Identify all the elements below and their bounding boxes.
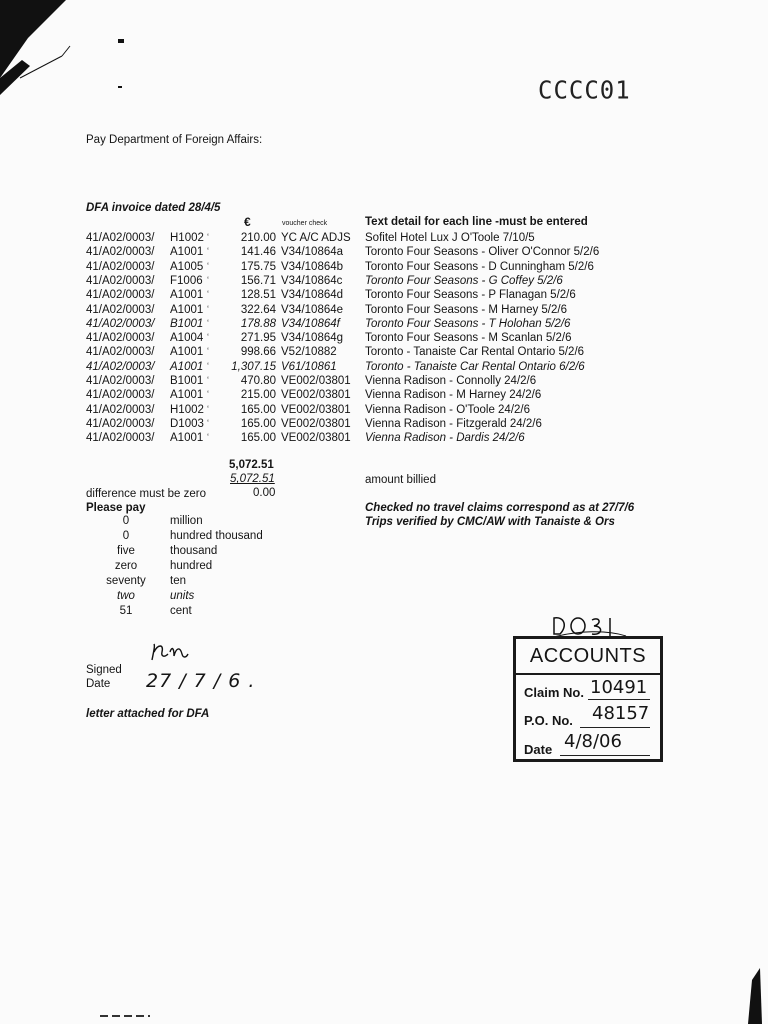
amount-word-unit: ten <box>170 575 186 587</box>
amount-word-digit: 51 <box>119 605 133 617</box>
amount-word-unit: cent <box>170 605 192 617</box>
accounts-stamp <box>513 636 663 762</box>
table-row <box>0 261 768 275</box>
line-text: Toronto Four Seasons - G Coffey 5/2/6 <box>365 274 563 287</box>
line-voucher: VE002/03801 <box>281 403 351 416</box>
line-code: A1001 <box>170 289 204 302</box>
check-mark-icon: ‘ <box>207 317 209 328</box>
line-code: A1004 <box>170 332 204 345</box>
check-mark-icon: ‘ <box>207 274 209 285</box>
line-amount: 141.46 <box>240 246 276 259</box>
please-pay-label: Please pay <box>86 502 146 514</box>
line-amount: 470.80 <box>240 375 276 387</box>
stamp-po-value: 48157 <box>592 703 650 724</box>
signed-label: Signed <box>86 664 122 676</box>
line-amount: 165.00 <box>240 403 276 416</box>
line-ref: 41/A02/0003/ <box>86 360 155 373</box>
check-mark-icon: ‘ <box>207 232 209 242</box>
line-text: Toronto Four Seasons - D Cunningham 5/2/6 <box>365 260 594 273</box>
line-voucher: V61/10861 <box>281 360 337 373</box>
stamp-date-underline <box>560 755 650 756</box>
line-ref: 41/A02/0003/ <box>86 274 155 287</box>
amount-word-digit: 0 <box>122 530 130 542</box>
line-amount: 271.95 <box>240 332 276 345</box>
check-mark-icon: ‘ <box>207 346 209 357</box>
table-row <box>0 361 768 375</box>
line-amount: 165.00 <box>240 417 276 430</box>
check-mark-icon: ‘ <box>207 260 209 271</box>
line-code: H1002 <box>170 232 204 244</box>
line-amount: 210.00 <box>240 232 276 244</box>
line-voucher: V34/10864b <box>281 260 344 273</box>
check-mark-icon: ‘ <box>207 246 209 257</box>
line-ref: 41/A02/0003/ <box>86 403 155 416</box>
table-row <box>0 232 768 246</box>
check-mark-icon: ‘ <box>207 332 209 343</box>
invoice-total: 5,072.51 <box>229 459 274 471</box>
line-amount: 1,307.15 <box>231 360 276 373</box>
stamp-title: ACCOUNTS <box>516 639 660 675</box>
letter-note: letter attached for DFA <box>86 708 210 720</box>
line-text: Toronto - Tanaiste Car Rental Ontario 5/2/6 <box>365 346 585 359</box>
line-ref: 41/A02/0003/ <box>86 389 155 402</box>
amount-billed-label: amount billied <box>365 474 436 486</box>
pay-line: Pay Department of Foreign Affairs: <box>86 134 263 146</box>
stamp-claim-value: 10491 <box>590 677 648 698</box>
line-voucher: V34/10864f <box>281 317 340 330</box>
line-amount: 215.00 <box>240 389 276 402</box>
amount-word-digit: seventy <box>106 575 146 587</box>
table-row <box>0 418 768 432</box>
line-amount: 998.66 <box>240 346 276 359</box>
document-number: CCCC01 <box>538 75 631 105</box>
stamp-date-label: Date <box>524 742 553 757</box>
invoice-heading: DFA invoice dated 28/4/5 <box>86 202 221 214</box>
currency-column-header: € <box>244 215 251 229</box>
line-text: Toronto - Tanaiste Car Rental Ontario 6/2/6 <box>365 360 585 373</box>
line-text: Toronto Four Seasons - T Holohan 5/2/6 <box>365 317 571 330</box>
stamp-po-underline <box>580 727 650 728</box>
voucher-column-header: voucher check <box>282 220 328 227</box>
line-voucher: V34/10864d <box>281 289 344 302</box>
line-text: Vienna Radison - Connolly 24/2/6 <box>365 375 537 387</box>
line-text: Vienna Radison - M Harney 24/2/6 <box>365 389 542 402</box>
signed-date: 27 / 7 / 6 . <box>146 670 256 692</box>
table-row <box>0 246 768 260</box>
line-ref: 41/A02/0003/ <box>86 417 155 430</box>
check-mark-icon: ‘ <box>207 289 209 300</box>
signature-initials <box>148 640 198 666</box>
amount-word-unit: thousand <box>170 545 218 557</box>
line-text: Toronto Four Seasons - Oliver O'Connor 5/2/6 <box>365 246 600 259</box>
line-amount: 165.00 <box>240 432 276 445</box>
line-voucher: V34/10864g <box>281 332 344 345</box>
check-mark-icon: ‘ <box>207 360 209 371</box>
line-text: Toronto Four Seasons - P Flanagan 5/2/6 <box>365 289 576 302</box>
table-row <box>0 275 768 289</box>
stamp-claim-underline <box>588 699 650 700</box>
line-code: A1001 <box>170 246 204 259</box>
check-mark-icon: ‘ <box>207 403 209 414</box>
line-code: B1001 <box>170 375 204 387</box>
check-mark-icon: ‘ <box>207 375 209 385</box>
line-voucher: VE002/03801 <box>281 432 351 445</box>
table-row <box>0 375 768 389</box>
line-text: Sofitel Hotel Lux J O'Toole 7/10/5 <box>365 232 535 244</box>
line-voucher: VE002/03801 <box>281 375 351 387</box>
difference-value: 0.00 <box>253 487 276 499</box>
line-voucher: V52/10882 <box>281 346 337 359</box>
line-amount: 175.75 <box>240 260 276 273</box>
line-ref: 41/A02/0003/ <box>86 246 155 259</box>
amount-word-digit: zero <box>114 560 138 572</box>
line-amount: 156.71 <box>240 274 276 287</box>
line-code: A1005 <box>170 260 204 273</box>
line-voucher: VE002/03801 <box>281 389 351 402</box>
amount-word-digit: five <box>117 545 135 557</box>
line-code: A1001 <box>170 389 204 402</box>
table-row <box>0 404 768 418</box>
line-code: A1001 <box>170 432 204 445</box>
amount-word-unit: hundred <box>170 560 213 572</box>
line-code: D1003 <box>170 417 204 430</box>
table-row <box>0 318 768 332</box>
line-text: Vienna Radison - Dardis 24/2/6 <box>365 432 525 445</box>
date-label: Date <box>86 678 111 690</box>
line-ref: 41/A02/0003/ <box>86 375 155 387</box>
line-code: F1006 <box>170 274 203 287</box>
line-code: B1001 <box>170 317 204 330</box>
line-ref: 41/A02/0003/ <box>86 346 155 359</box>
line-amount: 178.88 <box>240 317 276 330</box>
line-voucher: VE002/03801 <box>281 417 351 430</box>
line-text: Toronto Four Seasons - M Harney 5/2/6 <box>365 303 567 316</box>
table-row <box>0 346 768 360</box>
line-ref: 41/A02/0003/ <box>86 303 155 316</box>
amount-word-digit: two <box>117 590 135 602</box>
line-voucher: V34/10864c <box>281 274 343 287</box>
text-detail-column-header: Text detail for each line -must be entered <box>365 216 588 228</box>
check-mark-icon: ‘ <box>207 432 209 443</box>
line-text: Vienna Radison - O'Toole 24/2/6 <box>365 403 531 416</box>
amount-word-unit: hundred thousand <box>170 530 263 542</box>
check-mark-icon: ‘ <box>207 417 209 428</box>
line-code: A1001 <box>170 346 204 359</box>
line-text: Vienna Radison - Fitzgerald 24/2/6 <box>365 417 542 430</box>
line-amount: 322.64 <box>240 303 276 316</box>
line-ref: 41/A02/0003/ <box>86 232 155 244</box>
line-ref: 41/A02/0003/ <box>86 332 155 345</box>
amount-word-digit: 0 <box>122 515 130 527</box>
line-ref: 41/A02/0003/ <box>86 289 155 302</box>
line-ref: 41/A02/0003/ <box>86 432 155 445</box>
check-mark-icon: ‘ <box>207 389 209 400</box>
line-amount: 128.51 <box>240 289 276 302</box>
stamp-po-label: P.O. No. <box>524 713 573 728</box>
amount-word-unit: million <box>170 515 203 527</box>
table-row <box>0 332 768 346</box>
line-code: A1001 <box>170 303 204 316</box>
line-ref: 41/A02/0003/ <box>86 317 155 330</box>
check-mark-icon: ‘ <box>207 303 209 314</box>
stamp-date-value: 4/8/06 <box>564 731 622 752</box>
table-row <box>0 432 768 446</box>
table-row <box>0 289 768 303</box>
line-code: A1001 <box>170 360 204 373</box>
trips-note: Trips verified by CMC/AW with Tanaiste & Ors <box>365 516 615 528</box>
table-row <box>0 304 768 318</box>
line-text: Toronto Four Seasons - M Scanlan 5/2/6 <box>365 332 572 345</box>
line-code: H1002 <box>170 403 204 416</box>
difference-label: difference must be zero <box>86 488 206 500</box>
amount-word-unit: units <box>170 590 195 602</box>
stamp-claim-label: Claim No. <box>524 685 584 700</box>
table-row <box>0 389 768 403</box>
line-voucher: V34/10864a <box>281 246 344 259</box>
checked-note: Checked no travel claims correspond as at 27/7/6 <box>365 502 635 514</box>
line-voucher: V34/10864e <box>281 303 344 316</box>
line-ref: 41/A02/0003/ <box>86 260 155 273</box>
line-voucher: YC A/C ADJS <box>281 232 351 244</box>
invoice-total-check: 5,072.51 <box>230 473 275 485</box>
